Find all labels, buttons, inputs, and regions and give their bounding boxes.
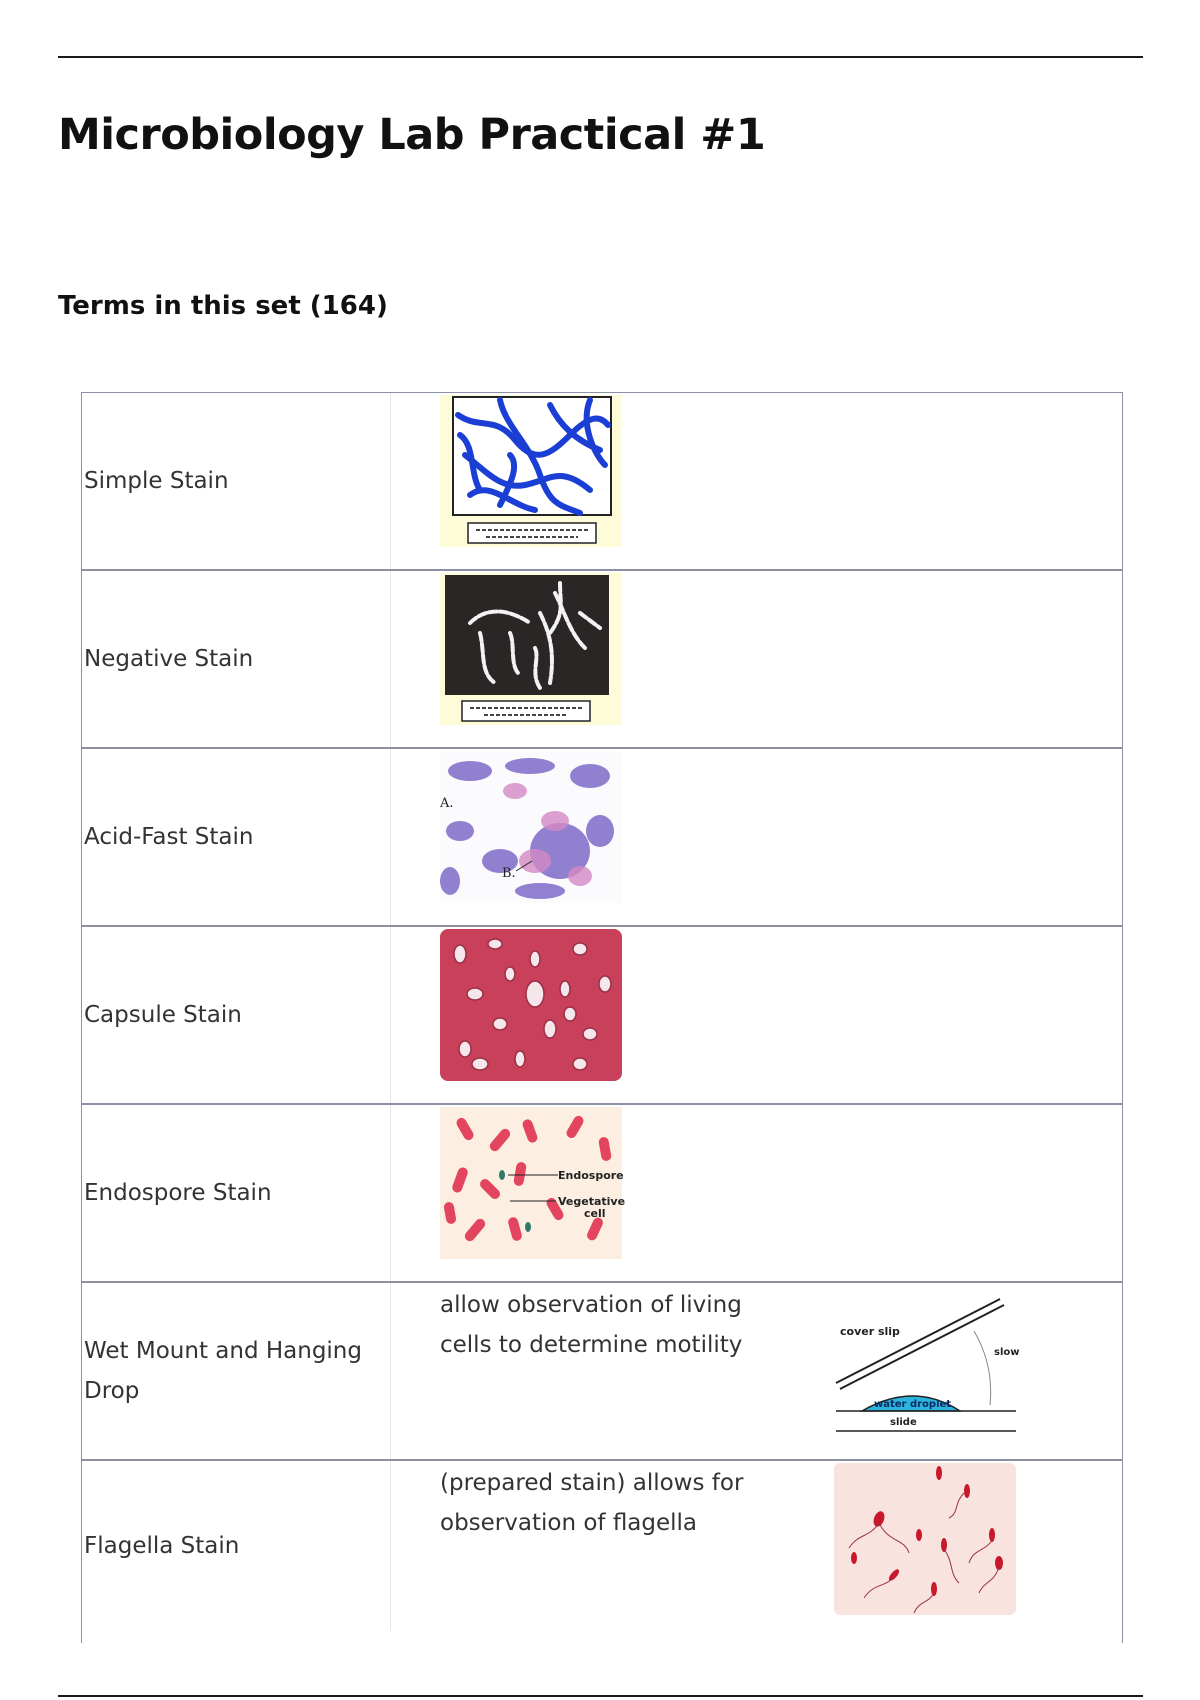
term-label: Flagella Stain xyxy=(84,1533,240,1559)
term-label: Wet Mount and Hanging Drop xyxy=(84,1338,362,1404)
terms-count-heading: Terms in this set (164) xyxy=(58,291,388,321)
negative-stain-image[interactable] xyxy=(440,573,622,725)
bottom-rule xyxy=(58,1695,1143,1697)
svg-text:cell: cell xyxy=(584,1207,606,1220)
term-row-negative-stain xyxy=(82,571,1122,749)
page-title: Microbiology Lab Practical #1 xyxy=(58,110,766,160)
simple-stain-image[interactable] xyxy=(440,395,622,547)
hanging-drop-image[interactable] xyxy=(834,1285,1020,1437)
term-row-wet-mount-hanging-drop xyxy=(82,1283,1122,1461)
term-row-flagella-stain xyxy=(82,1461,1122,1631)
svg-text:cover slip: cover slip xyxy=(840,1325,900,1338)
endospore-label: Endospore xyxy=(558,1169,624,1182)
svg-text:slow: slow xyxy=(994,1347,1020,1358)
terms-table xyxy=(81,392,1123,1643)
term-row-capsule-stain xyxy=(82,927,1122,1105)
term-label: Endospore Stain xyxy=(84,1180,272,1206)
svg-text:B.: B. xyxy=(502,866,516,881)
term-row-endospore-stain xyxy=(82,1105,1122,1283)
term-row-acid-fast-stain xyxy=(82,749,1122,927)
term-row-simple-stain xyxy=(82,393,1122,571)
svg-text:water droplet: water droplet xyxy=(874,1399,952,1410)
svg-text:slide: slide xyxy=(890,1417,917,1428)
definition-text: allow observation of living cells to determine motility xyxy=(440,1292,743,1358)
term-label: Acid-Fast Stain xyxy=(84,824,254,850)
term-label: Negative Stain xyxy=(84,646,254,672)
term-label: Capsule Stain xyxy=(84,1002,242,1028)
svg-text:Vegetative: Vegetative xyxy=(558,1195,626,1208)
top-rule xyxy=(58,56,1143,58)
capsule-stain-image[interactable] xyxy=(440,929,622,1081)
definition-text: (prepared stain) allows for observation of flagella xyxy=(440,1470,744,1536)
svg-text:A.: A. xyxy=(440,796,454,811)
flagella-stain-image[interactable] xyxy=(834,1463,1016,1615)
acid-fast-stain-image[interactable] xyxy=(440,751,622,903)
term-label: Simple Stain xyxy=(84,468,229,494)
endospore-stain-image[interactable] xyxy=(440,1107,626,1259)
